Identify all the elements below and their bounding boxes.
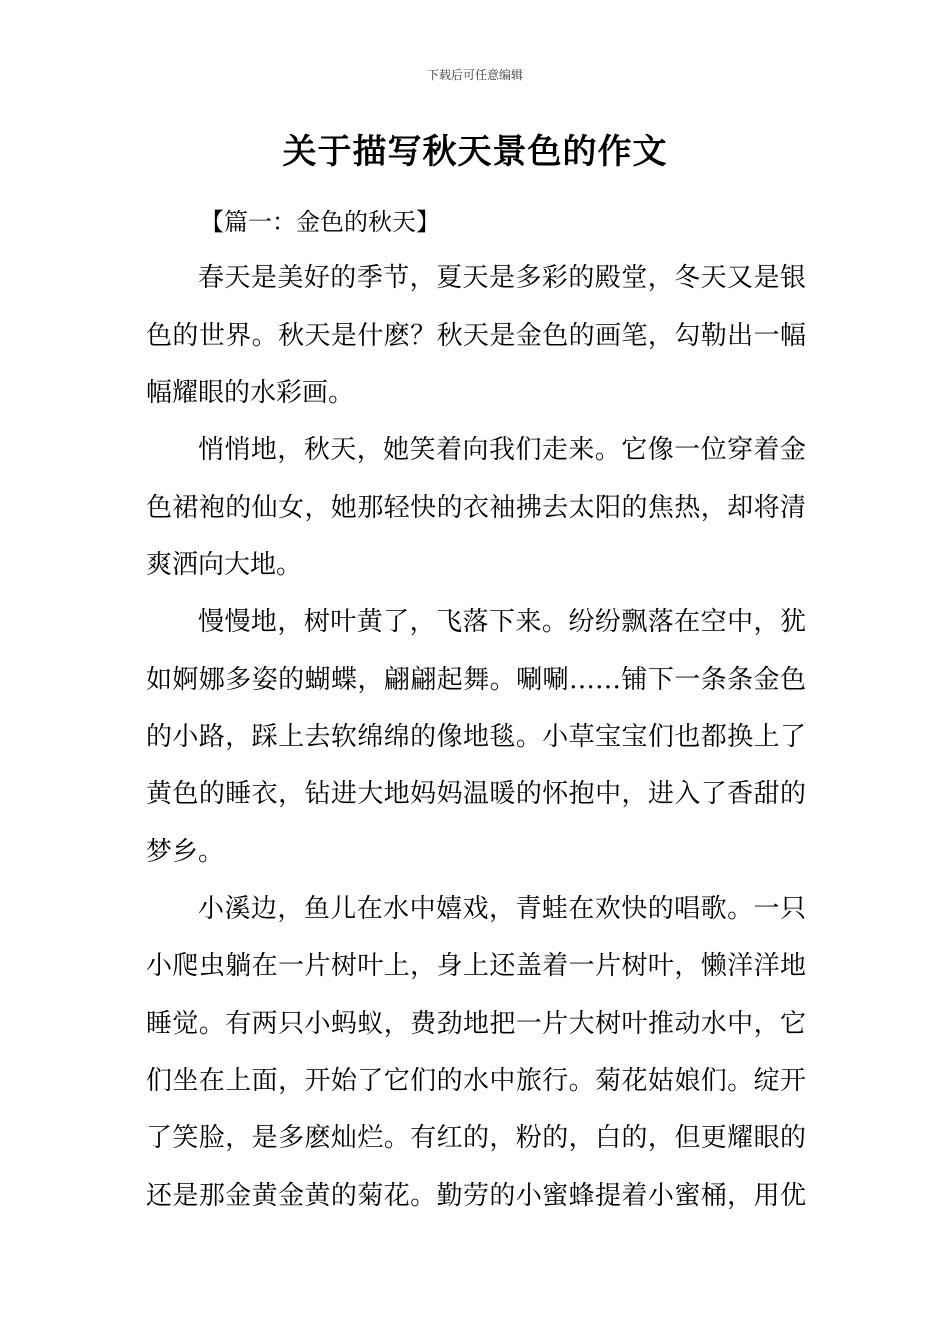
text-line: 梦乡。: [146, 837, 225, 867]
text-line: 春天是美好的季节，夏天是多彩的殿堂，冬天又是银: [198, 263, 806, 293]
text-line: 悄悄地，秋天，她笑着向我们走来。它像一位穿着金: [198, 435, 806, 465]
text-line: 幅耀眼的水彩画。: [146, 378, 355, 408]
text-line: 了笑脸，是多麽灿烂。有红的，粉的，白的，但更耀眼的: [146, 1123, 806, 1153]
text-line: 色裙袍的仙女，她那轻快的衣袖拂去太阳的焦热，却将清: [146, 493, 806, 523]
document-title: 关于描写秋天景色的作文: [282, 132, 668, 172]
text-line: 慢慢地，树叶黄了，飞落下来。纷纷飘落在空中，犹: [198, 607, 806, 637]
section-heading: 【篇一：金色的秋天】: [200, 208, 440, 236]
text-line: 如婀娜多姿的蝴蝶，翩翩起舞。唰唰……铺下一条条金色: [146, 665, 806, 695]
text-line: 还是那金黄金黄的菊花。勤劳的小蜜蜂提着小蜜桶，用优: [146, 1181, 806, 1211]
header-note: 下载后可任意编辑: [426, 68, 523, 82]
text-line: 小爬虫躺在一片树叶上，身上还盖着一片树叶，懒洋洋地: [146, 951, 806, 981]
text-line: 爽洒向大地。: [146, 550, 303, 580]
text-line: 黄色的睡衣，钻进大地妈妈温暖的怀抱中，进入了香甜的: [146, 779, 806, 809]
text-line: 的小路，踩上去软绵绵的像地毯。小草宝宝们也都换上了: [146, 722, 806, 752]
text-line: 小溪边，鱼儿在水中嬉戏，青蛙在欢快的唱歌。一只: [198, 894, 806, 924]
text-line: 们坐在上面，开始了它们的水中旅行。菊花姑娘们。绽开: [146, 1066, 806, 1096]
text-line: 色的世界。秋天是什麽？秋天是金色的画笔，勾勒出一幅: [146, 321, 806, 351]
text-line: 睡觉。有两只小蚂蚁，费劲地把一片大树叶推动水中，它: [146, 1009, 806, 1039]
